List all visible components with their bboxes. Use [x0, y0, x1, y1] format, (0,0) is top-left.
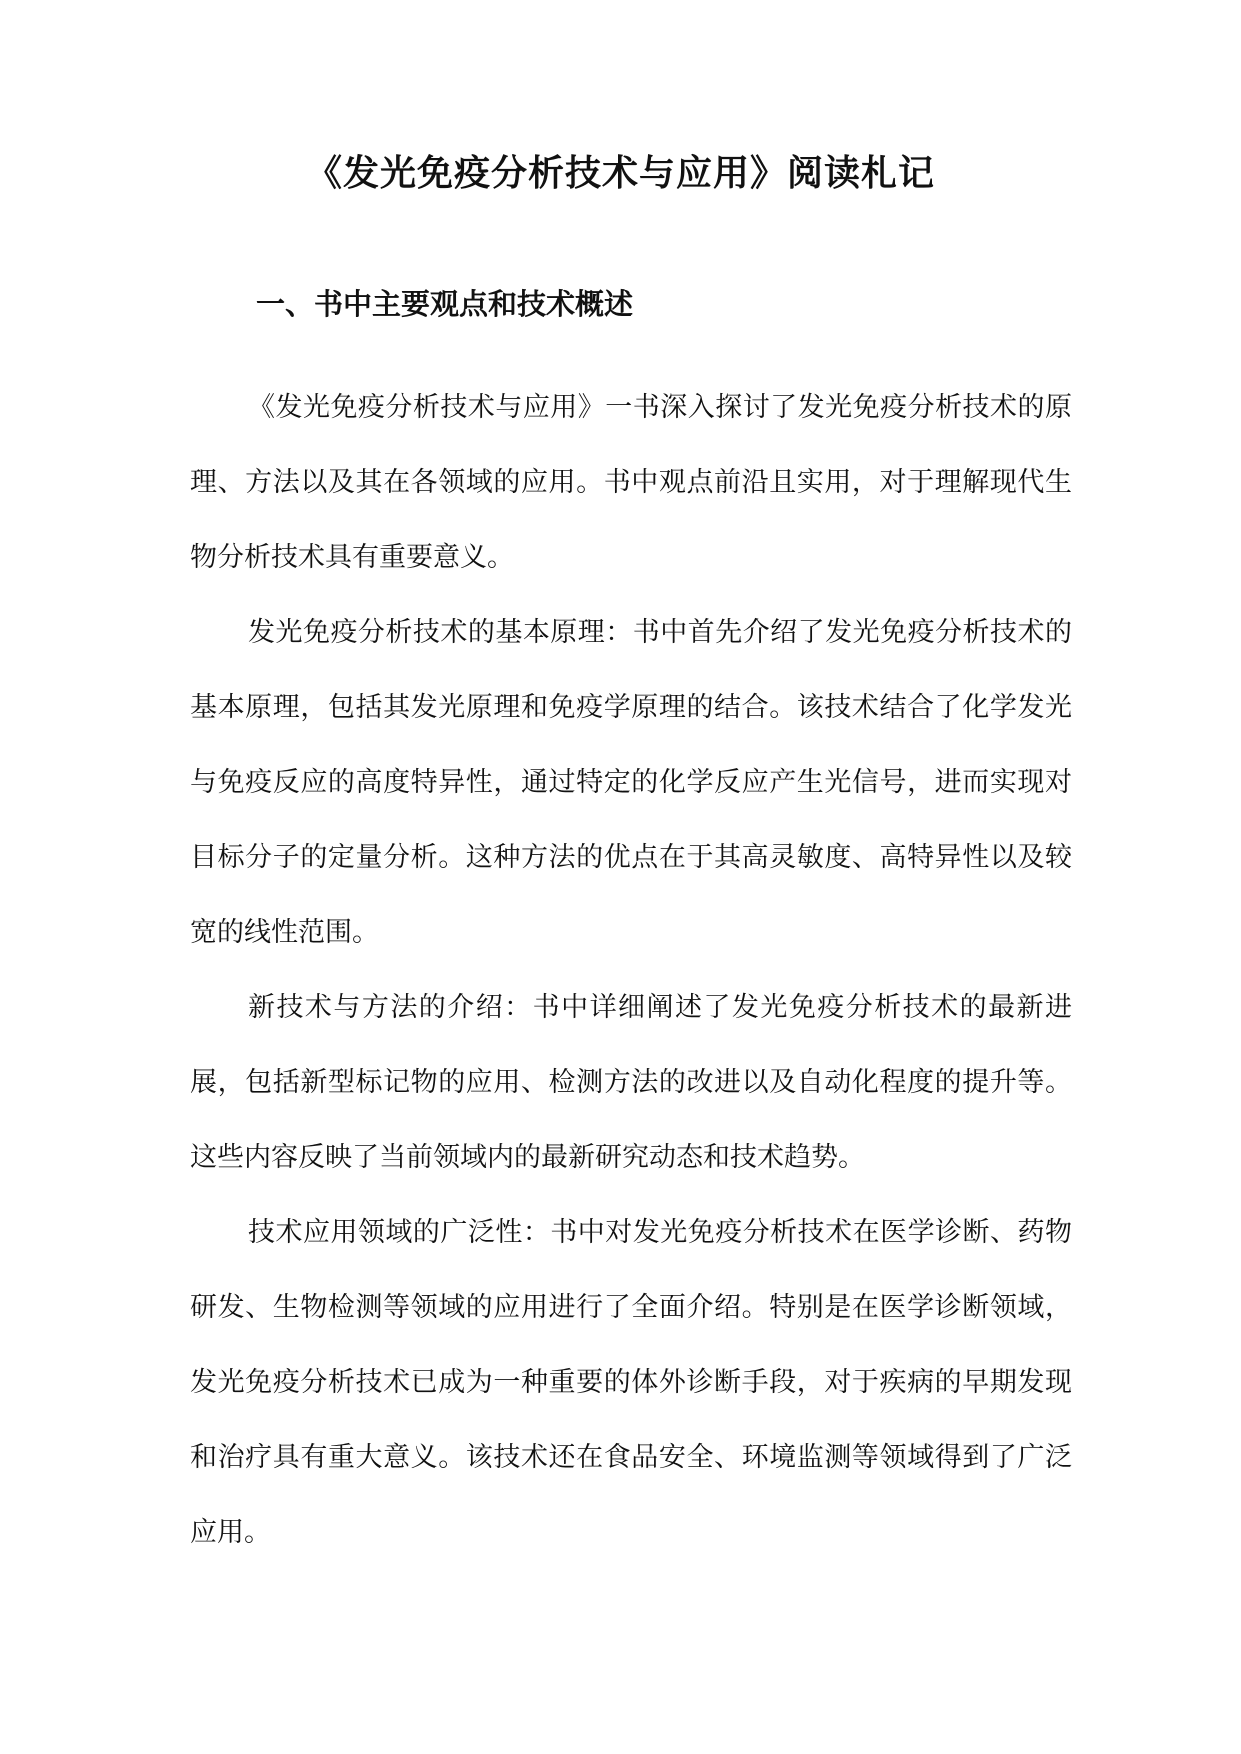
paragraph-applications: 技术应用领域的广泛性：书中对发光免疫分析技术在医学诊断、药物研发、生物检测等领域的应用进行了全面介绍。特别是在医学诊断领域，发光免疫分析技术已成为一种重要的体外诊断手段，对于疾病的早期发现和治疗具有重大意义。该技术还在食品安全、环境监测等领域得到了广泛应用。 — [190, 1217, 1072, 1548]
section-heading: 一、书中主要观点和技术概述 — [256, 287, 634, 321]
paragraph-basic-principle: 发光免疫分析技术的基本原理：书中首先介绍了发光免疫分析技术的基本原理，包括其发光原理和免疫学原理的结合。该技术结合了化学发光与免疫反应的高度特异性，通过特定的化学反应产生光信号，进而实现对目标分子的定量分析。这种方法的优点在于其高灵敏度、高特异性以及较宽的线性范围。 — [190, 617, 1072, 948]
section-body — [190, 370, 1072, 1570]
document-title: 《发光免疫分析技术与应用》阅读札记 — [305, 152, 935, 194]
paragraph-new-techniques: 新技术与方法的介绍：书中详细阐述了发光免疫分析技术的最新进展，包括新型标记物的应用、检测方法的改进以及自动化程度的提升等。这些内容反映了当前领域内的最新研究动态和技术趋势。 — [190, 992, 1072, 1173]
paragraph-intro: 《发光免疫分析技术与应用》一书深入探讨了发光免疫分析技术的原理、方法以及其在各领域的应用。书中观点前沿且实用，对于理解现代生物分析技术具有重要意义。 — [190, 392, 1072, 573]
